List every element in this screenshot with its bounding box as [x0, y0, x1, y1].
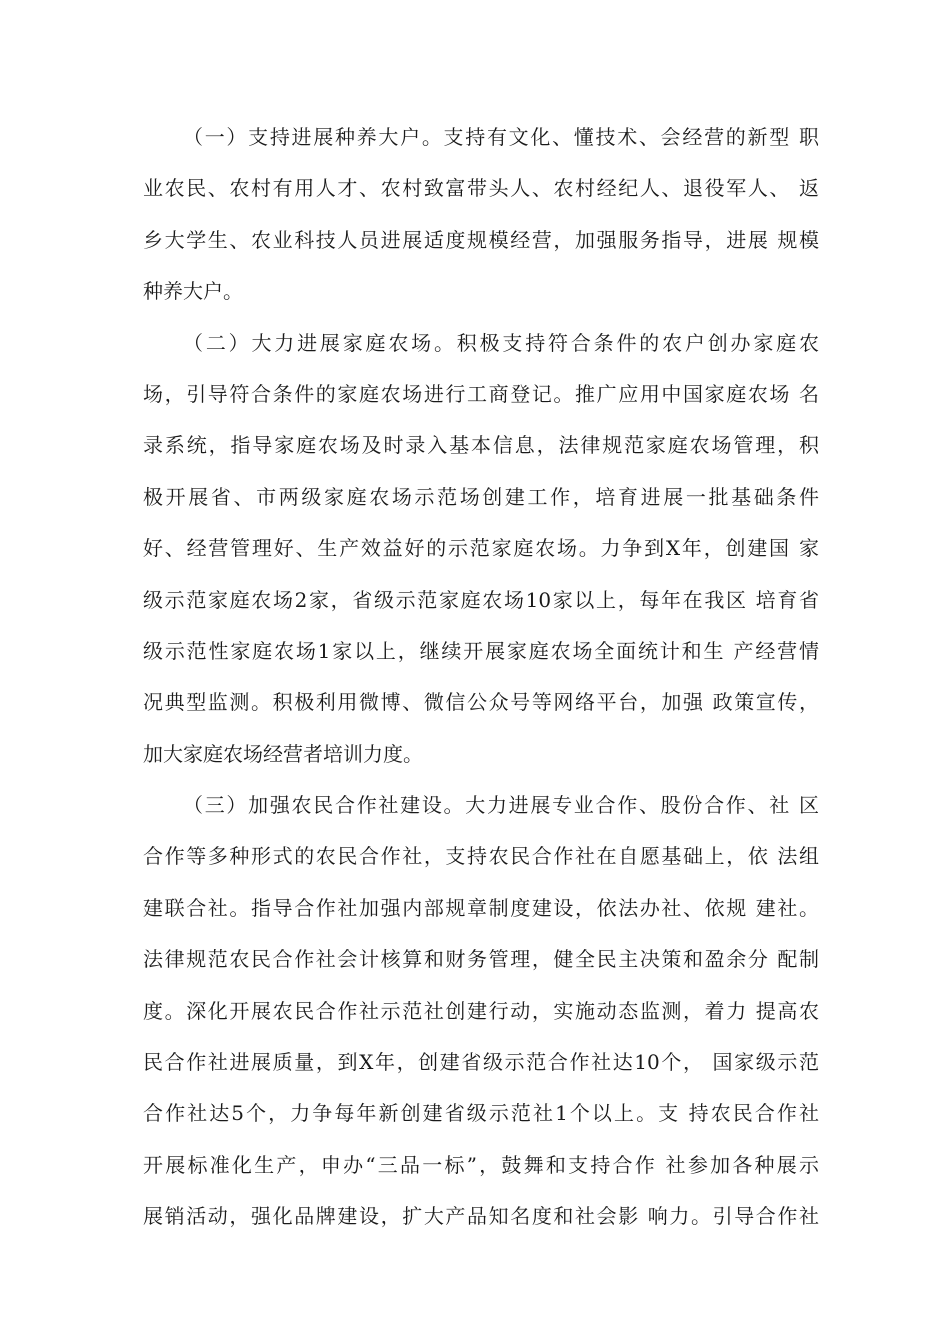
text-line: （二）大力进展家庭农场。积极支持符合条件的农户创办家庭农	[183, 330, 819, 355]
paragraph-3	[143, 780, 819, 1243]
text-line: 级示范性家庭农场1家以上，继续开展家庭农场全面统计和生 产经营情	[143, 638, 819, 663]
paragraph-1	[143, 112, 819, 318]
text-line: 合作等多种形式的农民合作社，支持农民合作社在自愿基础上，依 法组	[143, 844, 819, 869]
text-line: 场，引导符合条件的家庭农场进行工商登记。推广应用中国家庭农场 名	[143, 381, 819, 406]
document-body	[143, 112, 819, 1243]
text-line: 建联合社。指导合作社加强内部规章制度建设，依法办社、依规 建社。	[143, 895, 819, 920]
text-line: 度。深化开展农民合作社示范社创建行动，实施动态监测，着力 提高农	[143, 998, 819, 1023]
text-line: 极开展省、市两级家庭农场示范场创建工作，培育进展一批基础条件	[143, 484, 819, 509]
paragraph-2	[143, 318, 819, 781]
text-line: 展销活动，强化品牌建设，扩大产品知名度和社会影 响力。引导合作社	[143, 1204, 819, 1229]
text-line: （三）加强农民合作社建设。大力进展专业合作、股份合作、社 区	[183, 793, 819, 818]
text-line: 种养大户。	[143, 279, 243, 304]
text-line: 业农民、农村有用人才、农村致富带头人、农村经纪人、退役军人、 返	[143, 176, 819, 201]
text-line: 合作社达5个，力争每年新创建省级示范社1个以上。支 持农民合作社	[143, 1101, 819, 1126]
text-line: 民合作社进展质量，到X年，创建省级示范合作社达10个， 国家级示范	[143, 1050, 819, 1075]
text-line: 录系统，指导家庭农场及时录入基本信息，法律规范家庭农场管理，积	[143, 433, 819, 458]
text-line: 开展标准化生产，申办“三品一标”，鼓舞和支持合作 社参加各种展示	[143, 1152, 819, 1177]
text-line: 法律规范农民合作社会计核算和财务管理，健全民主决策和盈余分 配制	[143, 947, 819, 972]
text-line: 好、经营管理好、生产效益好的示范家庭农场。力争到X年，创建国 家	[143, 536, 819, 561]
text-line: 级示范家庭农场2家，省级示范家庭农场10家以上，每年在我区 培育省	[143, 587, 819, 612]
text-line: 乡大学生、农业科技人员进展适度规模经营，加强服务指导，进展 规模	[143, 227, 819, 252]
text-line: 况典型监测。积极利用微博、微信公众号等网络平台，加强 政策宣传，	[143, 690, 819, 715]
text-line: （一）支持进展种养大户。支持有文化、懂技术、会经营的新型 职	[183, 125, 819, 149]
text-line: 加大家庭农场经营者培训力度。	[143, 741, 423, 766]
